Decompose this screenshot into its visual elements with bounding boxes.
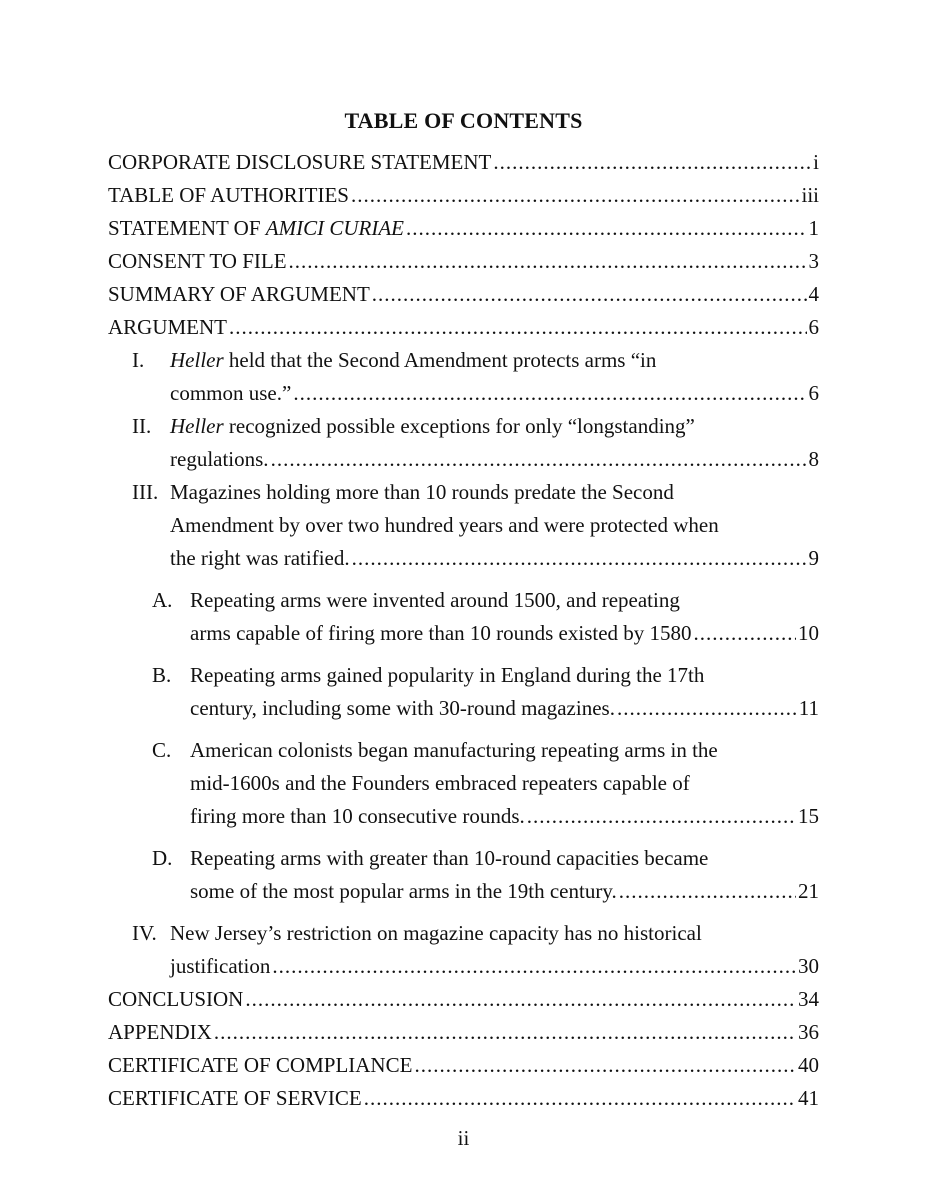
toc-entry-line: Heller recognized possible exceptions for only “longstanding” bbox=[170, 414, 695, 438]
toc-page-number: 9 bbox=[808, 546, 819, 570]
toc-entry-argument[interactable] bbox=[108, 311, 819, 344]
dot-leader bbox=[493, 146, 811, 179]
toc-entry-text: ARGUMENT bbox=[108, 315, 227, 339]
toc-page-number: 36 bbox=[798, 1020, 819, 1044]
toc-page-number: 1 bbox=[808, 216, 819, 240]
toc-entry-number: D. bbox=[152, 846, 173, 870]
toc-entry-number: C. bbox=[152, 738, 172, 762]
toc-entry-text: CONCLUSION bbox=[108, 987, 244, 1011]
dot-leader bbox=[229, 311, 807, 344]
toc-entry-line: Heller held that the Second Amendment protects arms “in bbox=[170, 348, 657, 372]
dot-leader bbox=[352, 542, 807, 575]
toc-entry-appendix[interactable] bbox=[108, 1016, 819, 1049]
toc-entry-text: STATEMENT OF AMICI CURIAE bbox=[108, 216, 404, 240]
dot-leader bbox=[245, 983, 796, 1016]
dot-leader bbox=[694, 617, 796, 650]
toc-page-number: iii bbox=[801, 183, 819, 207]
toc-entry-text: justification bbox=[170, 954, 271, 978]
toc-entry-line: American colonists began manufacturing repeating arms in the bbox=[190, 738, 718, 762]
toc-page-number: 3 bbox=[808, 249, 819, 273]
dot-leader bbox=[293, 377, 806, 410]
toc-entry-section-iii-d[interactable] bbox=[108, 842, 819, 908]
toc-entry-text: century, including some with 30-round magazines. bbox=[190, 696, 615, 720]
toc-page-number: 6 bbox=[808, 315, 819, 339]
toc-entry-text: the right was ratified. bbox=[170, 546, 350, 570]
toc-entry-corporate-disclosure[interactable] bbox=[108, 146, 819, 179]
dot-leader bbox=[214, 1016, 796, 1049]
dot-leader bbox=[617, 692, 797, 725]
toc-entry-text: TABLE OF AUTHORITIES bbox=[108, 183, 349, 207]
toc-entry-text: regulations. bbox=[170, 447, 269, 471]
toc-entry-text: APPENDIX bbox=[108, 1020, 212, 1044]
dot-leader bbox=[289, 245, 807, 278]
toc-entry-certificate-of-compliance[interactable] bbox=[108, 1049, 819, 1082]
toc-entry-line: Magazines holding more than 10 rounds predate the Second bbox=[170, 480, 674, 504]
toc-page-number: 15 bbox=[798, 804, 819, 828]
toc-page-number: 4 bbox=[808, 282, 819, 306]
toc-entry-number: B. bbox=[152, 663, 172, 687]
dot-leader bbox=[271, 443, 807, 476]
toc-entry-text: CONSENT TO FILE bbox=[108, 249, 287, 273]
table-of-contents bbox=[108, 146, 819, 1115]
toc-entry-section-iii[interactable] bbox=[108, 476, 819, 575]
toc-entry-text: CERTIFICATE OF SERVICE bbox=[108, 1086, 362, 1110]
toc-entry-text: firing more than 10 consecutive rounds. bbox=[190, 804, 525, 828]
toc-entry-section-iii-c[interactable] bbox=[108, 734, 819, 833]
toc-entry-number: III. bbox=[132, 480, 159, 504]
toc-entry-summary-of-argument[interactable] bbox=[108, 278, 819, 311]
toc-page-number: i bbox=[813, 150, 819, 174]
toc-page-number: 30 bbox=[798, 954, 819, 978]
toc-entry-number: A. bbox=[152, 588, 173, 612]
toc-page-number: 40 bbox=[798, 1053, 819, 1077]
dot-leader bbox=[414, 1049, 796, 1082]
page-title: TABLE OF CONTENTS bbox=[344, 108, 583, 133]
toc-entry-text: SUMMARY OF ARGUMENT bbox=[108, 282, 370, 306]
toc-entry-number: II. bbox=[132, 414, 152, 438]
dot-leader bbox=[406, 212, 807, 245]
toc-entry-line: Repeating arms were invented around 1500, and repeating bbox=[190, 588, 680, 612]
toc-page-number: 34 bbox=[798, 987, 819, 1011]
toc-entry-consent-to-file[interactable] bbox=[108, 245, 819, 278]
toc-entry-section-iii-a[interactable] bbox=[108, 584, 819, 650]
toc-page-number: 10 bbox=[798, 621, 819, 645]
toc-entry-number: IV. bbox=[132, 921, 157, 945]
toc-page-number: 11 bbox=[798, 696, 819, 720]
dot-leader bbox=[364, 1082, 796, 1115]
toc-entry-line: New Jersey’s restriction on magazine capacity has no historical bbox=[170, 921, 702, 945]
toc-entry-line: mid-1600s and the Founders embraced repeaters capable of bbox=[190, 771, 690, 795]
dot-leader bbox=[527, 800, 796, 833]
toc-entry-line: Amendment by over two hundred years and were protected when bbox=[170, 513, 719, 537]
toc-entry-section-iv[interactable] bbox=[108, 917, 819, 983]
toc-page-number: 21 bbox=[798, 879, 819, 903]
toc-entry-section-i[interactable] bbox=[108, 344, 819, 410]
toc-entry-table-of-authorities[interactable] bbox=[108, 179, 819, 212]
toc-entry-section-ii[interactable] bbox=[108, 410, 819, 476]
toc-entry-text: some of the most popular arms in the 19th century. bbox=[190, 879, 617, 903]
toc-entry-text: common use.” bbox=[170, 381, 292, 405]
dot-leader bbox=[372, 278, 807, 311]
dot-leader bbox=[619, 875, 796, 908]
toc-entry-certificate-of-service[interactable] bbox=[108, 1082, 819, 1115]
toc-entry-line: Repeating arms gained popularity in England during the 17th bbox=[190, 663, 705, 687]
toc-entry-section-iii-b[interactable] bbox=[108, 659, 819, 725]
toc-page-number: 8 bbox=[808, 447, 819, 471]
toc-entry-text: CORPORATE DISCLOSURE STATEMENT bbox=[108, 150, 492, 174]
toc-entry-text: arms capable of firing more than 10 rounds existed by 1580 bbox=[190, 621, 692, 645]
toc-entry-text: CERTIFICATE OF COMPLIANCE bbox=[108, 1053, 413, 1077]
toc-entry-line: Repeating arms with greater than 10-round capacities became bbox=[190, 846, 709, 870]
page-number-footer: ii bbox=[457, 1126, 470, 1150]
toc-page-number: 6 bbox=[808, 381, 819, 405]
dot-leader bbox=[272, 950, 796, 983]
toc-page-number: 41 bbox=[798, 1086, 819, 1110]
dot-leader bbox=[351, 179, 800, 212]
toc-entry-conclusion[interactable] bbox=[108, 983, 819, 1016]
toc-entry-statement-of-amici[interactable] bbox=[108, 212, 819, 245]
toc-entry-number: I. bbox=[132, 348, 145, 372]
